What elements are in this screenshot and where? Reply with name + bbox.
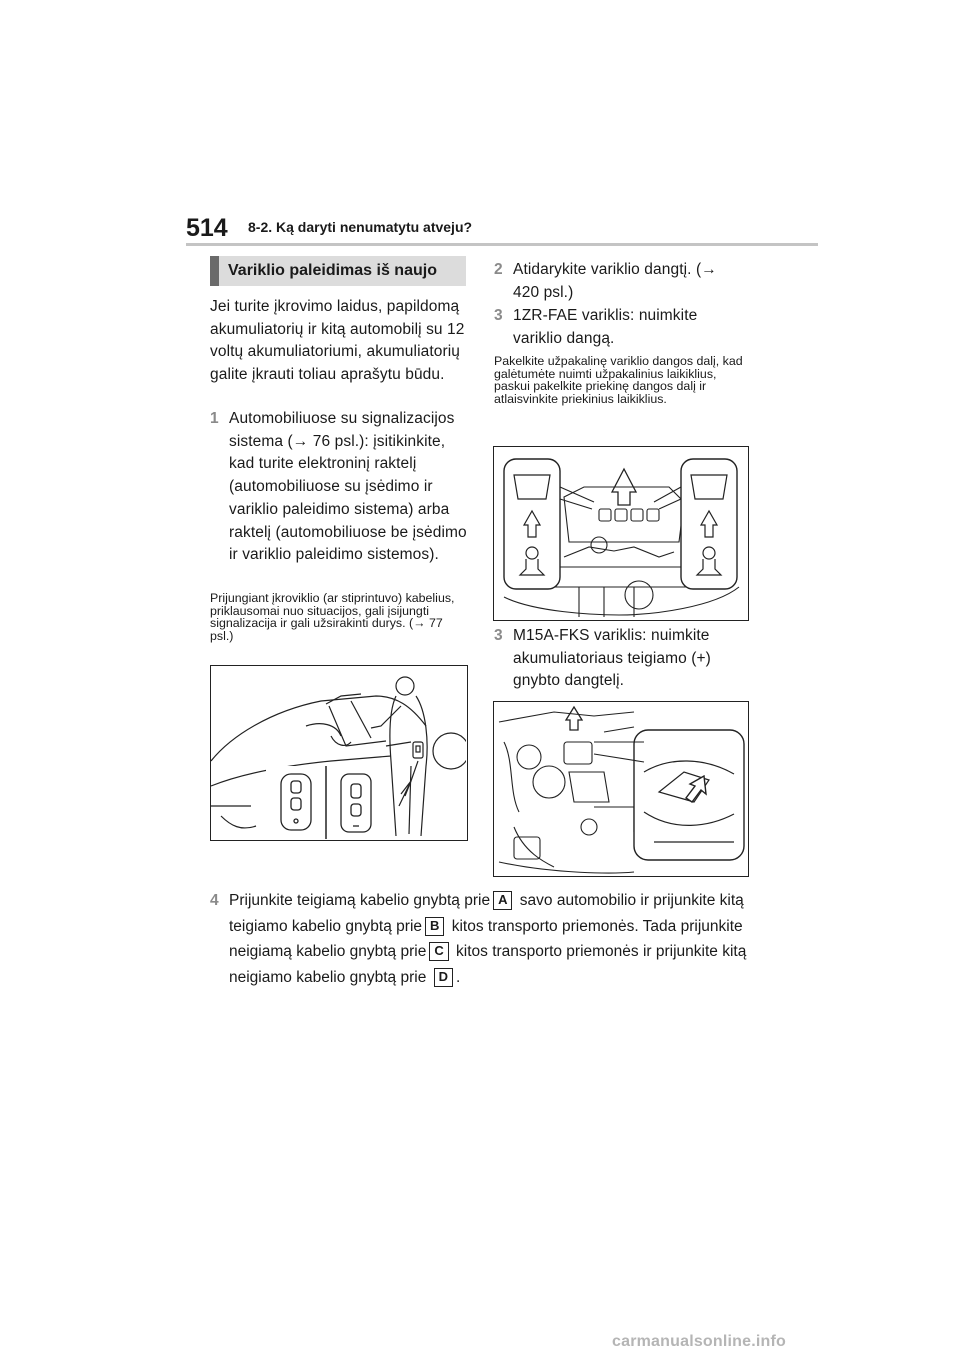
step-text: Automobiliuose su signalizacijos sistema (→ 76 psl.): įsitikinkite, kad turite elektroninį raktelį (automobiliuose su įsėdimo ir variklio paleidimo sistema) arba raktelį (automobiliuose be įsėdimo ir variklio paleidimo sistemos). [229, 410, 467, 564]
step-text: 1ZR-FAE variklis: nuimkite variklio dangą. [513, 307, 698, 347]
figure-engine-cover [493, 446, 749, 621]
step-text: Atidarykite variklio dangtį. (→ 420 psl.) [513, 261, 717, 301]
engine-cover-illustration [494, 447, 747, 619]
step-1 [210, 408, 470, 567]
step-2 [494, 259, 764, 304]
step-number: 3 [494, 627, 503, 644]
intro-paragraph: Jei turite įkrovimo laidus, papildomą akumuliatorių ir kitą automobilį su 12 voltų akumuliatoriumi, akumuliatorių galite įkrauti toliau aprašytu būdu. [210, 298, 465, 384]
step-text-part: savo automobilio ir prijunkite kitą teigiamo kabelio gnybtą prie [229, 892, 744, 935]
car-and-person-illustration [211, 666, 466, 839]
step-text-part: kitos transporto priemonės. Tada prijunkite neigiamą kabelio gnybtą prie [229, 917, 743, 960]
step-text-part: kitos transporto priemonės ir prijunkite kitą neigiamo kabelio gnybtą prie [229, 943, 747, 986]
step-3-1zr [494, 305, 764, 350]
step-number: 2 [494, 261, 503, 278]
step-number: 3 [494, 307, 503, 324]
running-title: 8-2. Ką daryti nenumatytu atveju? [248, 219, 473, 235]
step-4 [210, 888, 770, 990]
engine-cover-note: Pakelkite užpakalinę variklio dangos dalį, kad galėtumėte nuimti užpakalinius laikiklius, paskui pakelkite priekinę dangos dalį ir atlaisvinkite priekinius laikiklius. [494, 354, 743, 406]
watermark: carmanualsonline.info [612, 1333, 787, 1350]
label-b: B [425, 917, 444, 936]
alarm-note: Prijungiant įkroviklio (ar stiprintuvo) kabelius, priklausomai nuo situacijos, gali įsijungti signalizacija ir gali užsirakinti durys. (→ 77 psl.) [210, 591, 455, 643]
battery-terminal-illustration [494, 702, 747, 875]
section-heading: Variklio paleidimas iš naujo [210, 256, 466, 286]
header-rule [186, 243, 818, 246]
figure-key-fob [210, 665, 468, 841]
figure-battery-terminal [493, 701, 749, 877]
label-a: A [493, 891, 512, 910]
label-c: C [429, 942, 448, 961]
step-number: 4 [210, 892, 219, 909]
step-text-part: . [456, 968, 461, 986]
label-d: D [434, 968, 453, 987]
step-text: M15A-FKS variklis: nuimkite akumuliatoriaus teigiamo (+) gnybto dangtelį. [513, 627, 711, 690]
step-text-part: Prijunkite teigiamą kabelio gnybtą prie [229, 892, 491, 909]
up-arrow-icon [566, 707, 582, 730]
step-3-m15a [494, 625, 764, 693]
step-text [229, 888, 770, 990]
step-number: 1 [210, 410, 219, 427]
page-number: 514 [186, 214, 228, 242]
